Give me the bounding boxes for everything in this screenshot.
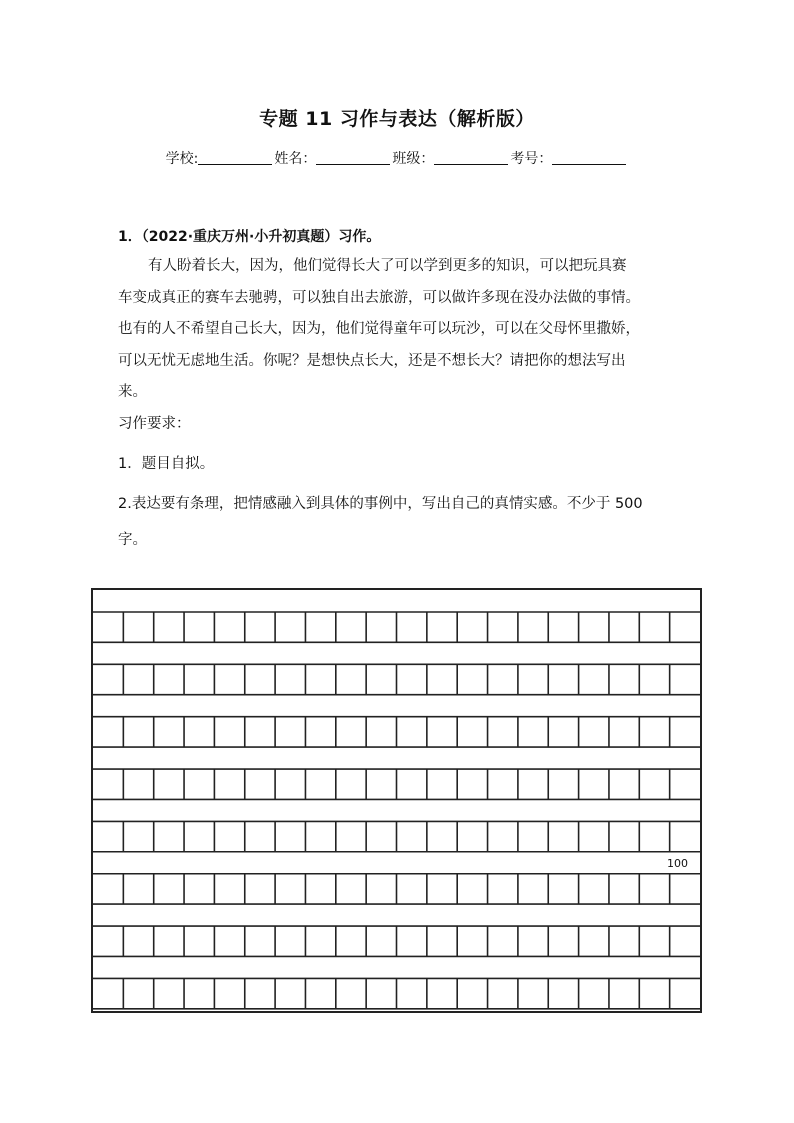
prompt-line: 也有的人不希望自己长大，因为，他们觉得童年可以玩沙，可以在父母怀里撒娇， <box>118 321 640 337</box>
name-label: 姓名： <box>274 151 317 167</box>
prompt-line: 来。 <box>118 384 147 400</box>
question-source: （2022·重庆万州·小升初真题）习作。 <box>141 229 381 245</box>
prompt-line: 车变成真正的赛车去驰骋，可以独自出去旅游，可以做许多现在没办法做的事情。 <box>118 289 640 306</box>
question-prompt <box>118 251 680 409</box>
writing-grid[interactable] <box>91 588 702 1013</box>
student-info-line <box>0 148 794 168</box>
requirement-2-line2: 字。 <box>118 532 147 548</box>
class-blank[interactable] <box>434 150 508 165</box>
requirement-2-line1: 2.表达要有条理，把情感融入到具体的事例中，写出自己的真情实感。不少于 500 <box>118 496 643 512</box>
exam-no-blank[interactable] <box>552 150 626 165</box>
question-number: 1． <box>118 229 142 245</box>
prompt-line: 可以无忧无虑地生活。你呢？是想快点长大，还是不想长大？请把你的想法写出 <box>118 352 626 369</box>
school-blank[interactable] <box>198 150 272 165</box>
class-label: 班级： <box>392 151 435 167</box>
page-title: 专题 11 习作与表达（解析版） <box>259 108 535 130</box>
prompt-line: 有人盼着长大，因为，他们觉得长大了可以学到更多的知识，可以把玩具赛 <box>148 258 627 274</box>
school-label: 学校: <box>165 151 199 167</box>
name-blank[interactable] <box>316 150 390 165</box>
requirements-title: 习作要求： <box>118 416 191 432</box>
writing-grid-lines <box>93 590 700 1011</box>
question-heading <box>118 226 380 246</box>
exam-no-label: 考号： <box>510 151 553 167</box>
word-count-marker: 100 <box>667 857 688 870</box>
requirement-1: 1．题目自拟。 <box>118 456 215 472</box>
